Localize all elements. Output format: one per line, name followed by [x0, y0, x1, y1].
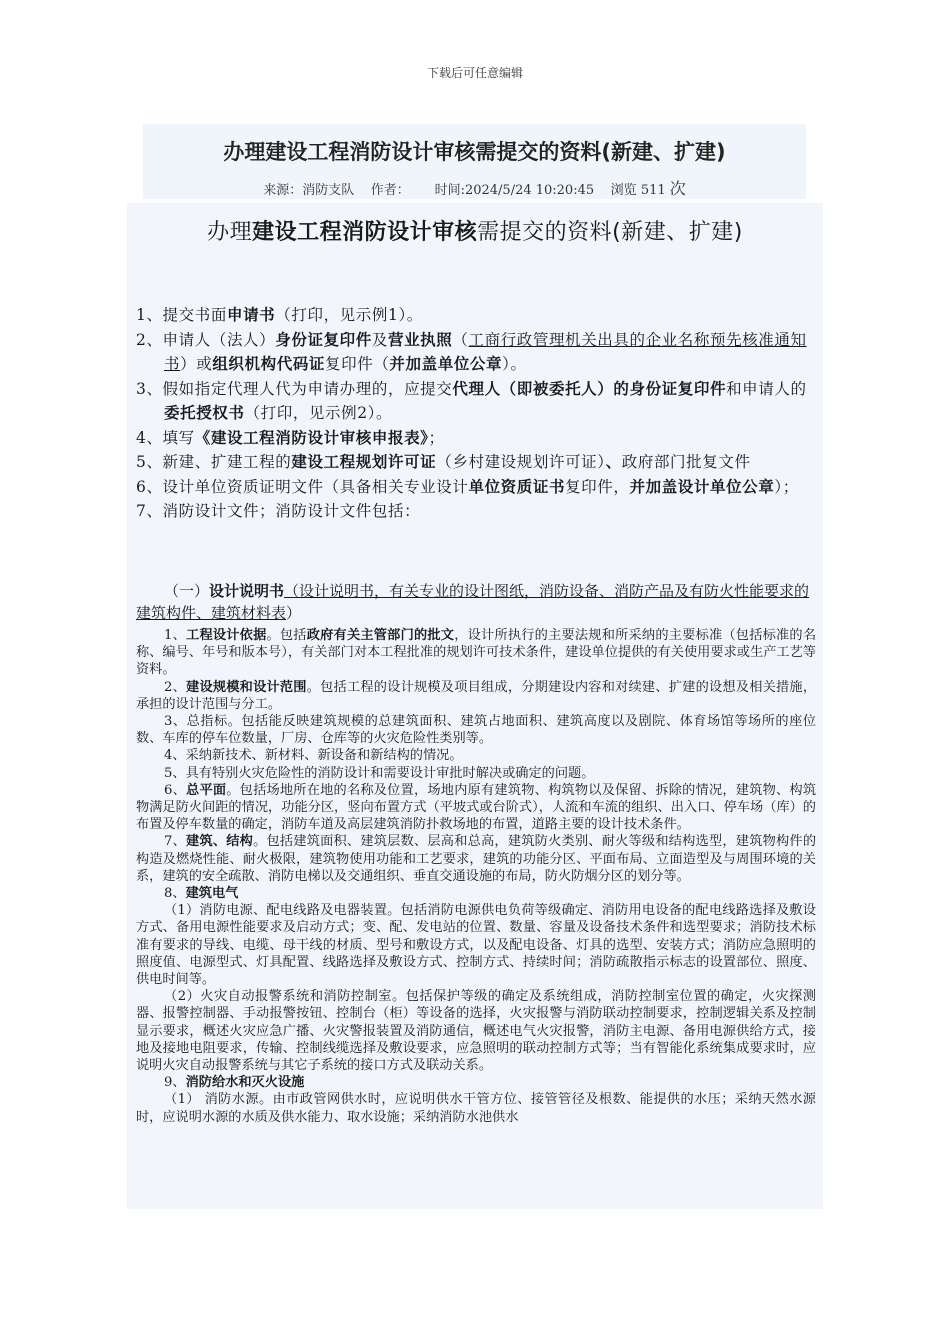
paragraph: （1）消防电源、配电线路及电器装置。包括消防电源供电负荷等级确定、消防用电设备的配电线路选择及敷设方式、备用电源性能要求及启动方式；变、配、发电站的位置、数量、容量及设备技术条件和选型要求；消防技术标准有要求的导线、电缆、母干线的材质、型号和敷设方式，以及配电设备、灯具的选型、安装方式；消防应急照明的照度值、电源型式、灯具配置、线路选择及敷设方式、控制方式、持续时间；消防疏散指示标志的设置部位、照度、供电时间等。 — [136, 903, 816, 988]
list-item: 5、新建、扩建工程的建设工程规划许可证（乡村建设规划许可证）、政府部门批复文件 — [136, 452, 751, 471]
paragraph: （2）火灾自动报警系统和消防控制室。包括保护等级的确定及系统组成，消防控制室位置的确定，火灾探测器、报警控制器、手动报警按钮、控制台（柜）等设备的选择，火灾报警与消防联动控制要求，控制逻辑关系及控制显示要求，概述火灾应急广播、火灾警报装置及消防通信，概述电气火灾报警，消防主电源、备用电源供给方式，接地及接地电阻要求，传输、控制线缆选择及敷设要求，应急照明的联动控制方式等；当有智能化系统集成要求时，应说明火灾自动报警系统与其它子系统的接口方式及联动关系。 — [136, 989, 816, 1074]
section-heading: （一）设计说明书（设计说明书，有关专业的设计图纸，消防设备、消防产品及有防火性能要求的建筑构件、建筑材料表） — [136, 582, 810, 622]
paragraph: 7、建筑、结构。包括建筑面积、建筑层数、层高和总高，建筑防火类别、耐火等级和结构选型，建筑物构件的构造及燃烧性能、耐火极限，建筑物使用功能和工艺要求，建筑的功能分区、平面布局、立面造型及与周围环境的关系，建筑的安全疏散、消防电梯以及交通组织、垂直交通设施的布局，防火防烟分区的划分等。 — [136, 834, 817, 884]
document-body — [127, 203, 823, 1209]
views-count: 511 — [640, 183, 666, 198]
paragraph: 1、工程设计依据。包括政府有关主管部门的批文，设计所执行的主要法规和所采纳的主要标准（包括标准的名称、编号、年号和版本号），有关部门对本工程批准的规划许可技术条件，建设单位提供的有关使用要求或生产工艺等资料。 — [136, 628, 817, 678]
paragraph: 3、总指标。包括能反映建筑规模的总建筑面积、建筑占地面积、建筑高度以及剧院、体育场馆等场所的座位数、车库的停车位数量，厂房、仓库等的火灾危险性类别等。 — [136, 714, 816, 747]
paragraph: 2、建设规模和设计范围。包括工程的设计规模及项目组成，分期建设内容和对续建、扩建的设想及相关措施，承担的设计范围与分工。 — [136, 679, 817, 712]
paragraph: 4、采纳新技术、新材料、新设备和新结构的情况。 — [164, 748, 463, 764]
article-title: 办理建设工程消防设计审核需提交的资料(新建、扩建) — [223, 140, 726, 164]
list-item: 3、假如指定代理人代为申请办理的，应提交代理人（即被委托人）的身份证复印件和申请人的委托授权书（打印，见示例2）。 — [136, 378, 807, 422]
document-title: 办理建设工程消防设计审核需提交的资料(新建、扩建) — [207, 220, 743, 245]
paragraph: 5、具有特别火灾危险性的消防设计和需要设计审批时解决或确定的问题。 — [164, 765, 595, 781]
list-item: 2、申请人（法人）身份证复印件及营业执照（工商行政管理机关出具的企业名称预先核准通知书）或组织机构代码证复印件（并加盖单位公章）。 — [136, 329, 807, 373]
paragraph: 6、总平面。包括场地所在地的名称及位置，场地内原有建筑物、构筑物以及保留、拆除的情况，建筑物、构筑物满足防火间距的情况，功能分区，竖向布置方式（平坡式或台阶式），人流和车流的组织、出入口、停车场（库）的布置及停车数量的确定，消防车道及高层建筑消防扑救场地的布置，道路主要的设计技术条件。 — [136, 782, 817, 833]
time-value: 2024/5/24 10:20:45 — [464, 183, 595, 198]
section-body — [136, 627, 816, 1126]
paragraph: （1） 消防水源。由市政管网供水时，应说明供水干管方位、接管管径及根数、能提供的水压；采纳天然水源时，应说明水源的水质及供水能力、取水设施；采纳消防水池供水 — [136, 1092, 816, 1125]
source-label: 来源： — [263, 183, 303, 198]
article-meta — [143, 176, 806, 199]
source-value: 消防支队 — [302, 183, 355, 198]
download-watermark: 下载后可任意编辑 — [426, 66, 523, 80]
list-item: 4、填写《建设工程消防设计审核申报表》； — [136, 427, 445, 447]
paragraph: 9、消防给水和灭火设施 — [164, 1075, 305, 1091]
list-item: 1、提交书面申请书（打印，见示例1）。 — [136, 305, 423, 324]
time-label: 时间: — [434, 183, 465, 198]
views-unit: 次 — [669, 179, 686, 198]
list-item: 7、消防设计文件；消防设计文件包括： — [136, 502, 421, 520]
requirement-list — [136, 303, 818, 524]
list-item: 6、设计单位资质证明文件（具备相关专业设计单位资质证书复印件，并加盖设计单位公章）； — [136, 476, 799, 496]
author-label: 作者： — [370, 183, 410, 198]
views-label: 浏览 — [610, 183, 637, 198]
article-header — [143, 124, 806, 199]
paragraph: 8、建筑电气 — [164, 886, 239, 902]
